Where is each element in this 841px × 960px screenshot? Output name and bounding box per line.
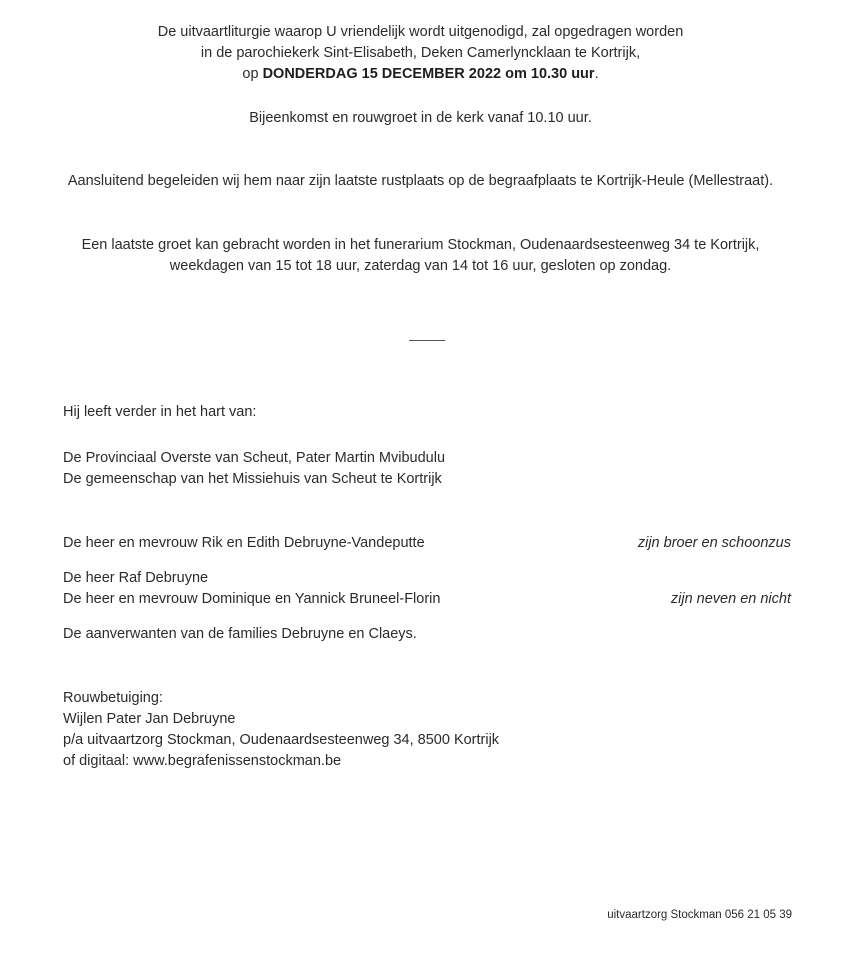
family-name: De heer Raf Debruyne — [63, 570, 209, 586]
condolence-address: p/a uitvaartzorg Stockman, Oudenaardsesteenweg 34, 8500 Kortrijk — [63, 732, 500, 748]
condolence-line-1: Wijlen Pater Jan Debruyne — [63, 711, 236, 727]
liturgy-line-1: De uitvaartliturgie waarop U vriendelijk wordt uitgenodigd, zal opgedragen worden — [157, 24, 684, 40]
liturgy-date-prefix: op — [242, 66, 259, 82]
divider — [409, 340, 445, 341]
family-row — [63, 533, 791, 554]
gathering-text: Bijeenkomst en rouwgroet in de kerk vanaf 10.10 uur. — [249, 110, 592, 126]
funerarium-paragraph — [0, 235, 841, 277]
liturgy-date-suffix: . — [594, 66, 599, 82]
community-line-2: De gemeenschap van het Missiehuis van Scheut te Kortrijk — [63, 471, 442, 487]
gathering-paragraph — [0, 108, 841, 129]
burial-text: Aansluitend begeleiden wij hem naar zijn laatste rustplaats op de begraafplaats te Kortrijk-Heule (Mellestraat). — [67, 173, 774, 189]
family-relation: zijn neven en nicht — [670, 591, 791, 607]
condolence-title: Rouwbetuiging: — [63, 690, 163, 706]
family-row — [63, 589, 791, 610]
condolence-block — [63, 688, 793, 772]
liturgy-date: DONDERDAG 15 DECEMBER 2022 om 10.30 uur — [262, 66, 595, 82]
family-name: De heer en mevrouw Rik en Edith Debruyne-Vandeputte — [63, 535, 425, 551]
liturgy-paragraph — [0, 22, 841, 85]
family-row — [63, 568, 791, 589]
family-name: De aanverwanten van de families Debruyne en Claeys. — [63, 626, 417, 642]
family-row — [63, 624, 791, 645]
family-relation: zijn broer en schoonzus — [637, 535, 791, 551]
liturgy-line-3 — [0, 64, 841, 85]
heart-intro — [63, 402, 793, 423]
funerarium-line-2: weekdagen van 15 tot 18 uur, zaterdag van 14 tot 16 uur, gesloten op zondag. — [169, 258, 672, 274]
footer-contact: uitvaartzorg Stockman 056 21 05 39 — [607, 909, 792, 921]
liturgy-line-2: in de parochiekerk Sint-Elisabeth, Deken Camerlyncklaan te Kortrijk, — [200, 45, 641, 61]
family-name: De heer en mevrouw Dominique en Yannick Bruneel-Florin — [63, 591, 441, 607]
burial-paragraph — [0, 171, 841, 192]
condolence-website: of digitaal: www.begrafenissenstockman.be — [63, 753, 342, 769]
community-block — [63, 448, 793, 490]
community-line-1: De Provinciaal Overste van Scheut, Pater Martin Mvibudulu — [63, 450, 446, 466]
heart-intro-text: Hij leeft verder in het hart van: — [63, 404, 257, 420]
funerarium-line-1: Een laatste groet kan gebracht worden in het funerarium Stockman, Oudenaardsesteenweg 34 te Kortrijk, — [81, 237, 760, 253]
